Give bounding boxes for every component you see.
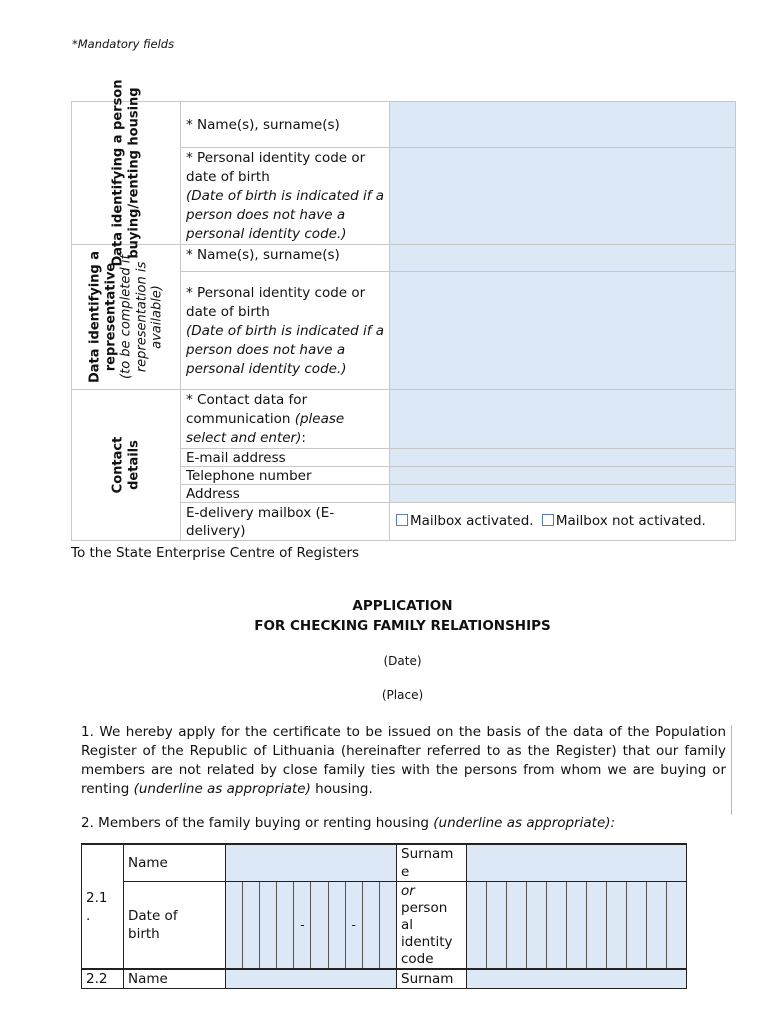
label-contact-data: * Contact data for communication (please select and enter):	[181, 390, 390, 449]
section-person-buying	[72, 79, 181, 267]
input-telephone[interactable]	[390, 467, 736, 485]
input-identity-code[interactable]	[390, 148, 736, 245]
surname-input[interactable]	[467, 844, 687, 882]
application-title: APPLICATION	[352, 598, 453, 614]
date-placeholder: (Date)	[383, 654, 422, 668]
input-rep-identity-code[interactable]	[390, 272, 736, 390]
row-number: 2.2	[82, 969, 124, 989]
label-identity-code: * Personal identity code or date of birth (Date of birth is indicated if a person does not have a personal identity code.)	[181, 148, 390, 245]
dob-input[interactable]	[226, 882, 397, 970]
margin-rule	[731, 725, 732, 815]
surname-label: Surnam e	[397, 844, 467, 882]
applicant-data-table	[71, 79, 736, 541]
label-rep-name-surname: * Name(s), surname(s)	[181, 245, 390, 272]
family-members-table	[81, 843, 687, 989]
label-e-delivery: E-delivery mailbox (E-delivery)	[181, 503, 390, 541]
name-input[interactable]	[226, 844, 397, 882]
input-contact-data[interactable]	[390, 390, 736, 449]
mailbox-activated-label: Mailbox activated.	[410, 513, 534, 529]
section-contact-details: Contact details	[72, 390, 181, 541]
section-representative: Data identifying a representative (to be completed if representation is available)	[72, 245, 181, 390]
label-name-surname: * Name(s), surname(s)	[181, 102, 390, 148]
label-telephone: Telephone number	[181, 467, 390, 485]
input-email[interactable]	[390, 449, 736, 467]
mandatory-fields-note: *Mandatory fields	[72, 37, 175, 51]
identity-code-input[interactable]	[467, 882, 687, 970]
recipient-line: To the State Enterprise Centre of Registers	[71, 545, 360, 561]
label-email: E-mail address	[181, 449, 390, 467]
input-name-surname[interactable]	[390, 102, 736, 148]
surname-input[interactable]	[467, 969, 687, 989]
name-label: Name	[124, 844, 226, 882]
mailbox-activated-checkbox[interactable]	[396, 514, 408, 526]
name-input[interactable]	[226, 969, 397, 989]
input-address[interactable]	[390, 485, 736, 503]
dob-label: Date of birth	[124, 882, 226, 970]
section-title: Data identifying a person buying/renting housing	[110, 79, 141, 267]
application-subtitle: FOR CHECKING FAMILY RELATIONSHIPS	[254, 618, 551, 634]
dob-separator: -	[294, 882, 311, 968]
mailbox-not-activated-checkbox[interactable]	[542, 514, 554, 526]
place-placeholder: (Place)	[381, 688, 424, 702]
code-label: or person al identity code	[397, 882, 467, 970]
row-number: 2.1 .	[82, 844, 124, 969]
surname-label: Surnam	[397, 969, 467, 989]
dob-separator: -	[346, 882, 363, 968]
paragraph-1: 1. We hereby apply for the certificate to be issued on the basis of the data of the Population Register of the Republic of Lithuania (hereinafter referred to as the Register) that our family members are not related by close family ties with the persons from whom we are buying or renting (underline as appropriate) housing.	[81, 724, 726, 797]
name-label: Name	[124, 969, 226, 989]
input-rep-name-surname[interactable]	[390, 245, 736, 272]
paragraph-2: 2. Members of the family buying or renting housing (underline as appropriate):	[81, 815, 616, 831]
label-address: Address	[181, 485, 390, 503]
mailbox-options	[390, 503, 736, 541]
mailbox-not-activated-label: Mailbox not activated.	[555, 513, 706, 529]
label-rep-identity-code: * Personal identity code or date of birth (Date of birth is indicated if a person does not have a personal identity code.)	[181, 272, 390, 390]
